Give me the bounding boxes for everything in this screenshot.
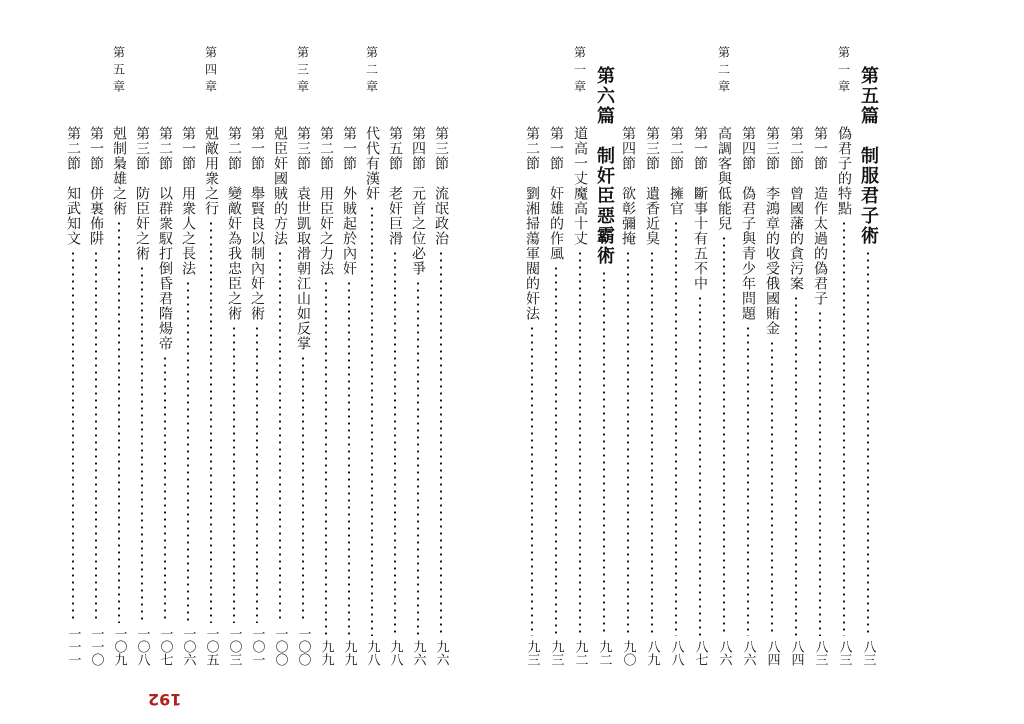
toc-heading: 剋敵用衆之行 (203, 126, 219, 216)
leader-dots (867, 250, 869, 636)
toc-entry (129, 126, 155, 666)
leader-dots (187, 280, 189, 623)
toc-page-ref: 一〇〇 (295, 627, 311, 666)
toc-heading: 偽君子的特點 (836, 126, 852, 216)
toc-page-ref: 一〇五 (203, 627, 219, 666)
toc-entry (198, 46, 224, 666)
leader-dots (394, 250, 396, 636)
toc-entry (152, 126, 178, 666)
leader-dots (279, 250, 281, 623)
toc-page-ref: 一一〇 (88, 627, 104, 666)
toc-entry (663, 126, 689, 666)
toc-entry (687, 126, 713, 666)
toc-entry (615, 126, 641, 666)
toc-heading: 第三節 遺香近臭 (644, 126, 660, 246)
leader-dots (440, 250, 442, 636)
toc-entry (783, 126, 809, 666)
toc-entry (60, 126, 86, 666)
leader-dots (95, 250, 97, 623)
toc-page-ref: 九二 (572, 640, 588, 666)
toc-entry (591, 66, 617, 666)
toc-page-ref: 八六 (740, 640, 756, 666)
chapter-marker: 第一章 (572, 46, 587, 97)
toc-heading: 代代有漢奸 (364, 126, 380, 201)
toc-heading: 剋制梟雄之術 (111, 126, 127, 216)
toc-page-ref: 九三 (524, 640, 540, 666)
leader-dots (675, 220, 677, 636)
toc-entry (267, 126, 293, 666)
toc-heading: 第五篇 制服君子術 (858, 66, 879, 246)
toc-entry (382, 126, 408, 666)
toc-entry (290, 46, 316, 666)
leader-dots (233, 325, 235, 623)
chapter-marker: 第二章 (364, 46, 379, 97)
toc-entry (244, 126, 270, 666)
toc-heading: 道高一丈魔高十丈 (572, 126, 588, 246)
leader-dots (651, 250, 653, 636)
toc-page-ref: 八六 (716, 640, 732, 666)
toc-heading: 第四節 元首之位必爭 (410, 126, 426, 276)
toc-page-ref: 八三 (812, 640, 828, 666)
chapter-marker: 第四章 (203, 46, 218, 97)
toc-page-ref: 九八 (364, 640, 380, 666)
toc-page-ref: 八八 (668, 640, 684, 666)
toc-heading: 第三節 袁世凱取滑朝江山如反掌 (295, 126, 311, 351)
toc-heading: 第四節 偽君子與青少年問題 (740, 126, 756, 321)
toc-page-ref: 八四 (788, 640, 804, 666)
toc-entry (83, 126, 109, 666)
toc-page-ref: 九九 (341, 640, 357, 666)
toc-page-ref: 一〇一 (249, 627, 265, 666)
chapter-marker: 第五章 (111, 46, 126, 97)
leader-dots (417, 280, 419, 636)
toc-heading: 第一節 用衆人之長法 (180, 126, 196, 276)
toc-page-ref: 八三 (836, 640, 852, 666)
toc-page-ref: 一〇六 (180, 627, 196, 666)
chapter-marker: 第二章 (716, 46, 731, 97)
toc-entry (855, 66, 881, 666)
toc-entry (428, 126, 454, 666)
toc-heading: 第一節 外賊起於內奸 (341, 126, 357, 276)
page-number: 192 (148, 690, 182, 709)
toc-entry (759, 126, 785, 666)
leader-dots (210, 220, 212, 623)
toc-heading: 第三節 防臣奸之術 (134, 126, 150, 261)
leader-dots (256, 325, 258, 623)
toc-heading: 第二節 以群衆馭打倒昏君隋煬帝 (157, 126, 173, 351)
toc-page-ref: 九九 (318, 640, 334, 666)
leader-dots (699, 295, 701, 636)
leader-dots (531, 325, 533, 636)
toc-entry (567, 46, 593, 666)
toc-heading: 第二節 知武知文 (65, 126, 81, 246)
toc-page-ref: 九三 (548, 640, 564, 666)
leader-dots (603, 270, 605, 636)
toc-page-ref: 八四 (764, 640, 780, 666)
leader-dots (723, 235, 725, 636)
toc-entry (711, 46, 737, 666)
toc-page-ref: 一一一 (65, 627, 81, 666)
toc-page-ref: 九二 (596, 640, 612, 666)
leader-dots (819, 310, 821, 636)
toc-heading: 第四節 欲彰彌掩 (620, 126, 636, 246)
toc-heading: 第二節 用臣奸之力法 (318, 126, 334, 276)
toc-heading: 第六篇 制奸臣惡霸術 (594, 66, 615, 266)
toc-heading: 第二節 變敵奸為我忠臣之術 (226, 126, 242, 321)
toc-heading: 第二節 擁官 (668, 126, 684, 216)
leader-dots (141, 265, 143, 623)
toc-page-ref: 九〇 (620, 640, 636, 666)
toc-entry (313, 126, 339, 666)
toc-heading: 第五節 老奸巨滑 (387, 126, 403, 246)
toc-entry (336, 126, 362, 666)
toc-page-ref: 八九 (644, 640, 660, 666)
toc-heading: 剋臣奸國賊的方法 (272, 126, 288, 246)
leader-dots (747, 325, 749, 636)
leader-dots (627, 250, 629, 636)
toc-page-ref: 一〇九 (111, 627, 127, 666)
toc-page-ref: 一〇八 (134, 627, 150, 666)
leader-dots (164, 355, 166, 623)
toc-heading: 第三節 李鴻章的收受俄國賄金 (764, 126, 780, 336)
toc-entry (807, 126, 833, 666)
toc-heading: 第一節 舉賢良以制內奸之術 (249, 126, 265, 321)
toc-entry (831, 46, 857, 666)
toc-page-ref: 九八 (387, 640, 403, 666)
toc-entry (639, 126, 665, 666)
toc-heading: 第一節 斷事十有五不中 (692, 126, 708, 291)
leader-dots (325, 280, 327, 636)
toc-heading: 第一節 奸雄的作風 (548, 126, 564, 261)
leader-dots (371, 205, 373, 636)
leader-dots (302, 355, 304, 623)
leader-dots (118, 220, 120, 623)
toc-heading: 第一節 造作太過的偽君子 (812, 126, 828, 306)
toc-heading: 第一節 併裏佈阱 (88, 126, 104, 246)
toc-page-ref: 八三 (860, 640, 876, 666)
toc-page-ref: 九六 (433, 640, 449, 666)
toc-entry (543, 126, 569, 666)
toc-page-ref: 九六 (410, 640, 426, 666)
toc-entry (405, 126, 431, 666)
leader-dots (348, 280, 350, 636)
toc-heading: 第二節 劉湘掃蕩軍閥的奸法 (524, 126, 540, 321)
toc-entry (106, 46, 132, 666)
leader-dots (843, 220, 845, 636)
leader-dots (771, 340, 773, 636)
chapter-marker: 第三章 (295, 46, 310, 97)
toc-page-ref: 一〇七 (157, 627, 173, 666)
leader-dots (555, 265, 557, 636)
toc-page-ref: 一〇三 (226, 627, 242, 666)
leader-dots (72, 250, 74, 623)
toc-heading: 第三節 流氓政治 (433, 126, 449, 246)
toc-page-ref: 八七 (692, 640, 708, 666)
toc-page-ref: 一〇〇 (272, 627, 288, 666)
chapter-marker: 第一章 (836, 46, 851, 97)
toc-heading: 第二節 曾國藩的貪污案 (788, 126, 804, 291)
toc-entry (221, 126, 247, 666)
toc-entry (735, 126, 761, 666)
leader-dots (795, 295, 797, 636)
leader-dots (579, 250, 581, 636)
toc-entry (359, 46, 385, 666)
toc-heading: 高調客與低能兒 (716, 126, 732, 231)
toc-entry (519, 126, 545, 666)
toc-entry (175, 126, 201, 666)
